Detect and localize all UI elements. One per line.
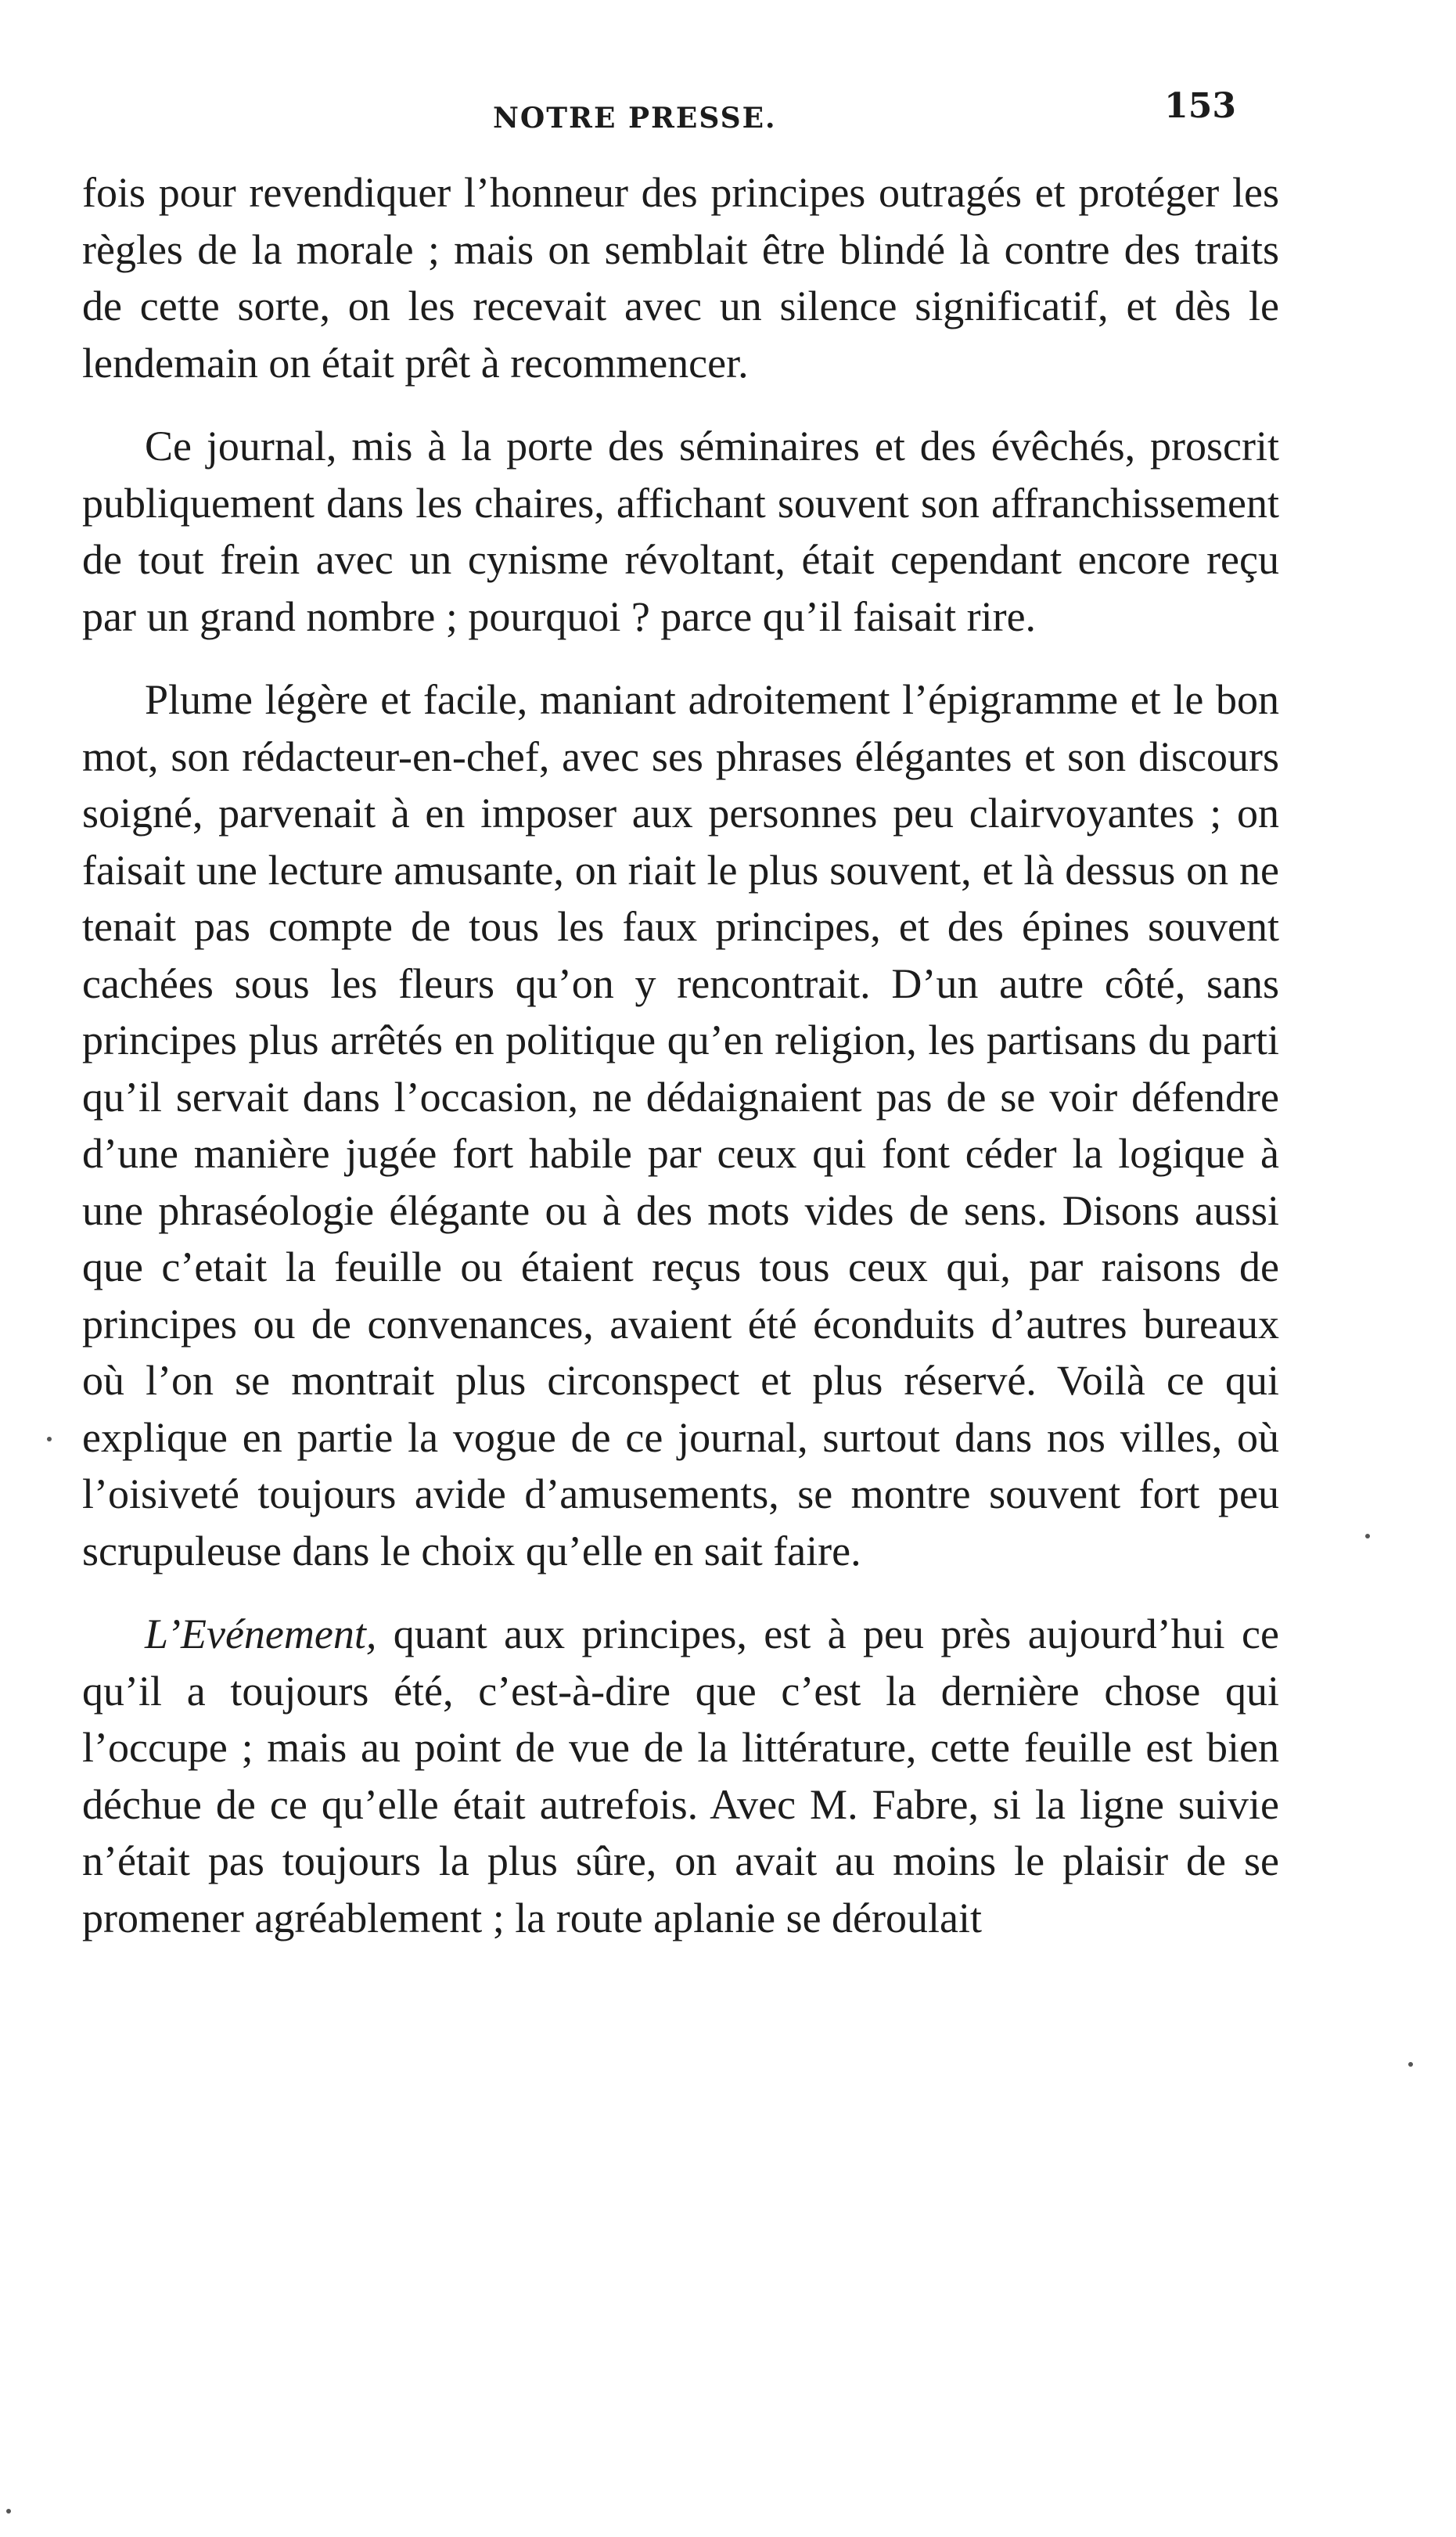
running-title: NOTRE PRESSE. bbox=[493, 102, 777, 135]
ink-speck bbox=[47, 1437, 52, 1441]
ink-speck bbox=[6, 2509, 11, 2514]
ink-speck bbox=[1408, 2062, 1413, 2067]
paragraph-2: Ce journal, mis à la porte des séminaires et des évêchés, proscrit publiquement dans les chaires, affichant souvent son affranchissement de tout frein avec un cynisme révoltant, était cependant encore reçu par un grand nombre ; pourquoi ? parce qu’il faisait rire. bbox=[82, 423, 1279, 640]
page-number: 153 bbox=[1164, 86, 1236, 126]
running-head bbox=[86, 86, 1260, 141]
paragraph-4-text: quant aux principes, est à peu près aujourd’hui ce qu’il a toujours été, c’est-à-dire que c’est la dernière chose qui l’occupe ; mais au point de vue de la littérature, cette feuille est bien déchue de ce qu’elle était autrefois. Avec M. Fabre, si la ligne suivie n’était pas toujours la plus sûre, on avait au moins le plaisir de se promener agréablement ; la route aplanie se déroulait bbox=[82, 1610, 1279, 1941]
body-text bbox=[82, 164, 1279, 1973]
paragraph-4 bbox=[82, 1606, 1279, 1946]
paragraph-3: Plume légère et facile, maniant adroitement l’épigramme et le bon mot, son rédacteur-en-chef, avec ses phrases élégantes et son discours soigné, parvenait à en imposer aux personnes peu clairvoyantes ; on faisait une lecture amusante, on riait le plus souvent, et là dessus on ne tenait pas compte de tous les faux principes, et des épines souvent cachées sous les fleurs qu’on y rencontrait. D’un autre côté, sans principes plus arrêtés en politique qu’en religion, les partisans du parti qu’il servait dans l’occasion, ne dédaignaient pas de se voir défendre d’une manière jugée fort habile par ceux qui font céder la logique à une phraséologie élégante ou à des mots vides de sens. Disons aussi que c’etait la feuille ou étaient reçus tous ceux qui, par raisons de principes ou de convenances, avaient été éconduits d’autres bureaux où l’on se montrait plus circonspect et plus réservé. Voilà ce qui explique en partie la vogue de ce journal, surtout dans nos villes, où l’oisiveté toujours avide d’amusements, se montre souvent fort peu scrupuleuse dans le choix qu’elle en sait faire. bbox=[82, 676, 1279, 1574]
ink-speck bbox=[1365, 1534, 1370, 1538]
paragraph-4-italic-lead: L’Evénement, bbox=[145, 1610, 377, 1657]
paragraph-1: fois pour revendiquer l’honneur des principes outragés et protéger les règles de la morale ; mais on semblait être blindé là contre des traits de cette sorte, on les recevait avec un silence significatif, et dès le lendemain on était prêt à recommencer. bbox=[82, 169, 1279, 387]
